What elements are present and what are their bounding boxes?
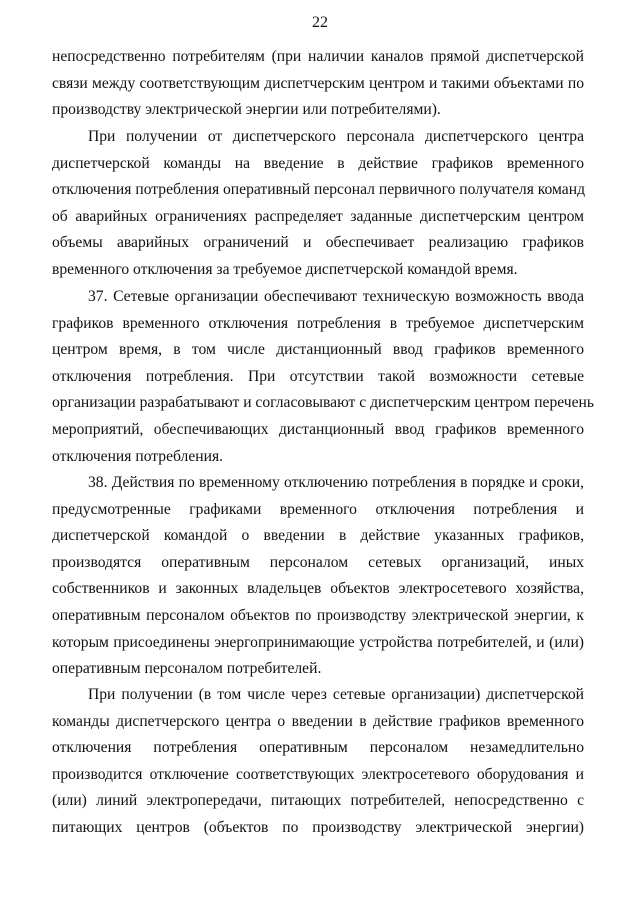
text-line: оперативным персоналом потребителей. <box>52 660 322 678</box>
text-line: предусмотренные графиками временного отключения потребления и <box>52 500 584 518</box>
text-line: отключения потребления оперативный персонал первичного получателя команд <box>52 181 586 199</box>
text-line: питающих центров (объектов по производству электрической энергии) <box>52 818 584 836</box>
text-line: отключения потребления оперативным персоналом незамедлительно <box>52 739 584 757</box>
text-line: (или) линий электропередачи, питающих потребителей, непосредственно с <box>52 792 584 810</box>
page-number: 22 <box>312 14 328 31</box>
text-line: связи между соответствующим диспетчерским центром и такими объектами по <box>52 74 584 92</box>
text-line: При получении от диспетчерского персонала диспетчерского центра <box>88 128 584 145</box>
text-line: которым присоединены энергопринимающие устройства потребителей, и (или) <box>52 633 584 651</box>
text-line: центром время, в том числе дистанционный ввод графиков временного <box>52 341 584 359</box>
text-line: об аварийных ограничениях распределяет заданные диспетчерским центром <box>52 207 584 225</box>
text-line: непосредственно потребителям (при наличии каналов прямой диспетчерской <box>52 48 584 65</box>
text-line: При получении (в том числе через сетевые организации) диспетчерской <box>88 686 584 703</box>
text-line: объемы аварийных ограничений и обеспечивает реализацию графиков <box>52 234 584 252</box>
text-line: производятся оперативным персоналом сетевых организаций, иных <box>52 553 584 571</box>
text-line: команды диспетчерского центра о введении в действие графиков временного <box>52 712 584 730</box>
text-line: 37. Сетевые организации обеспечивают техническую возможность ввода <box>88 288 584 305</box>
text-line: оперативным персоналом объектов по производству электрической энергии, к <box>52 606 584 624</box>
text-line: графиков временного отключения потребления в требуемое диспетчерским <box>52 314 584 332</box>
paragraph-dispatch-command <box>52 124 584 284</box>
text-line: производится отключение соответствующих электросетевого оборудования и <box>52 765 584 783</box>
paragraph-disconnection <box>52 682 584 842</box>
text-line: производству электрической энергии или потребителями). <box>52 101 441 119</box>
paragraph-continuation <box>52 44 584 124</box>
text-line: отключения потребления. При отсутствии такой возможности сетевые <box>52 367 584 385</box>
text-line: диспетчерской команды на введение в действие графиков временного <box>52 154 584 172</box>
paragraph-item-38 <box>52 470 584 683</box>
text-line: собственников и законных владельцев объектов электросетевого хозяйства, <box>52 580 584 598</box>
text-line: временного отключения за требуемое диспетчерской командой время. <box>52 260 518 278</box>
text-line: отключения потребления. <box>52 447 224 465</box>
text-line: диспетчерской командой о введении в действие указанных графиков, <box>52 527 584 545</box>
text-line: организации разрабатывают и согласовывают с диспетчерским центром перечень <box>52 394 595 412</box>
text-line: мероприятий, обеспечивающих дистанционный ввод графиков временного <box>52 420 584 438</box>
paragraph-item-37 <box>52 284 595 470</box>
text-line: 38. Действия по временному отключению потребления в порядке и сроки, <box>88 474 584 491</box>
